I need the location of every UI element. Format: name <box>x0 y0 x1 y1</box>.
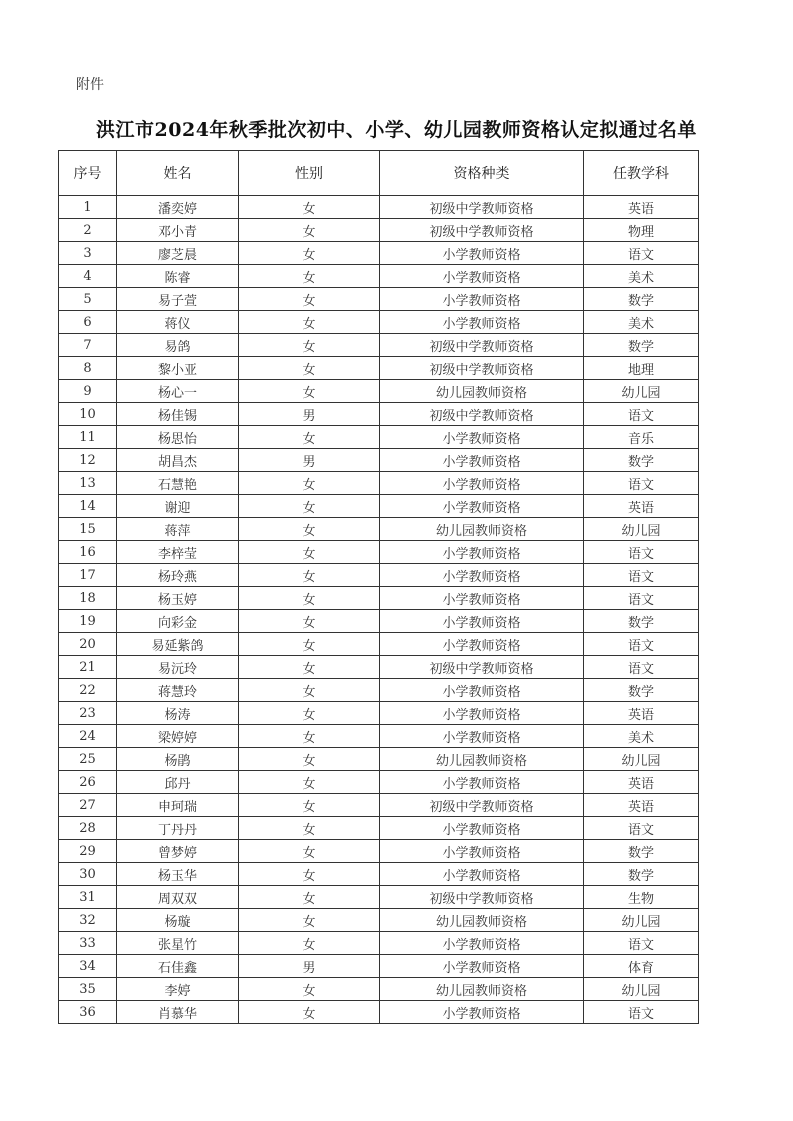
cell-serial: 1 <box>59 196 117 219</box>
table-row <box>59 932 699 955</box>
cell-subject: 数学 <box>584 679 699 702</box>
cell-qualification-type: 幼儿园教师资格 <box>380 380 584 403</box>
cell-serial: 33 <box>59 932 117 955</box>
cell-qualification-type: 小学教师资格 <box>380 1001 584 1024</box>
cell-serial: 3 <box>59 242 117 265</box>
cell-subject: 数学 <box>584 610 699 633</box>
cell-name: 蒋萍 <box>117 518 239 541</box>
cell-name: 李婷 <box>117 978 239 1001</box>
cell-gender: 女 <box>239 794 380 817</box>
cell-gender: 女 <box>239 909 380 932</box>
cell-serial: 35 <box>59 978 117 1001</box>
cell-serial: 34 <box>59 955 117 978</box>
cell-serial: 8 <box>59 357 117 380</box>
cell-subject: 数学 <box>584 288 699 311</box>
header-serial: 序号 <box>59 151 117 196</box>
cell-gender: 女 <box>239 357 380 380</box>
table-row <box>59 311 699 334</box>
cell-subject: 音乐 <box>584 426 699 449</box>
cell-name: 杨心一 <box>117 380 239 403</box>
cell-subject: 语文 <box>584 587 699 610</box>
cell-gender: 女 <box>239 725 380 748</box>
table-row <box>59 748 699 771</box>
cell-subject: 语文 <box>584 656 699 679</box>
table-row <box>59 909 699 932</box>
cell-gender: 女 <box>239 702 380 725</box>
cell-qualification-type: 小学教师资格 <box>380 587 584 610</box>
cell-subject: 语文 <box>584 1001 699 1024</box>
cell-gender: 女 <box>239 288 380 311</box>
cell-serial: 9 <box>59 380 117 403</box>
cell-qualification-type: 初级中学教师资格 <box>380 219 584 242</box>
document-title: 洪江市2024年秋季批次初中、小学、幼儿园教师资格认定拟通过名单 <box>96 119 697 141</box>
cell-qualification-type: 小学教师资格 <box>380 932 584 955</box>
cell-subject: 语文 <box>584 633 699 656</box>
cell-gender: 女 <box>239 886 380 909</box>
cell-gender: 女 <box>239 656 380 679</box>
cell-subject: 幼儿园 <box>584 748 699 771</box>
cell-name: 蒋慧玲 <box>117 679 239 702</box>
cell-name: 谢迎 <box>117 495 239 518</box>
cell-serial: 19 <box>59 610 117 633</box>
cell-serial: 5 <box>59 288 117 311</box>
table-row <box>59 840 699 863</box>
table-header-row <box>59 151 699 196</box>
cell-gender: 女 <box>239 840 380 863</box>
table-row <box>59 863 699 886</box>
cell-gender: 女 <box>239 932 380 955</box>
cell-gender: 女 <box>239 541 380 564</box>
cell-qualification-type: 小学教师资格 <box>380 265 584 288</box>
cell-gender: 女 <box>239 242 380 265</box>
cell-subject: 幼儿园 <box>584 978 699 1001</box>
cell-subject: 语文 <box>584 242 699 265</box>
table-row <box>59 265 699 288</box>
cell-gender: 女 <box>239 771 380 794</box>
cell-qualification-type: 幼儿园教师资格 <box>380 909 584 932</box>
cell-name: 周双双 <box>117 886 239 909</box>
table-row <box>59 541 699 564</box>
cell-gender: 女 <box>239 748 380 771</box>
cell-qualification-type: 幼儿园教师资格 <box>380 978 584 1001</box>
cell-name: 易延紫鸽 <box>117 633 239 656</box>
table-row <box>59 886 699 909</box>
table-row <box>59 679 699 702</box>
cell-serial: 31 <box>59 886 117 909</box>
cell-name: 石佳鑫 <box>117 955 239 978</box>
cell-subject: 英语 <box>584 196 699 219</box>
cell-name: 易沅玲 <box>117 656 239 679</box>
cell-serial: 21 <box>59 656 117 679</box>
cell-gender: 女 <box>239 817 380 840</box>
cell-gender: 女 <box>239 426 380 449</box>
header-name: 姓名 <box>117 151 239 196</box>
cell-gender: 男 <box>239 449 380 472</box>
cell-qualification-type: 小学教师资格 <box>380 817 584 840</box>
table-row <box>59 725 699 748</box>
header-subject: 任教学科 <box>584 151 699 196</box>
table-row <box>59 656 699 679</box>
cell-name: 黎小亚 <box>117 357 239 380</box>
cell-subject: 语文 <box>584 541 699 564</box>
table-row <box>59 196 699 219</box>
cell-serial: 20 <box>59 633 117 656</box>
table-row <box>59 587 699 610</box>
cell-serial: 28 <box>59 817 117 840</box>
cell-qualification-type: 小学教师资格 <box>380 771 584 794</box>
cell-serial: 27 <box>59 794 117 817</box>
table-row <box>59 219 699 242</box>
cell-serial: 10 <box>59 403 117 426</box>
table-row <box>59 288 699 311</box>
cell-qualification-type: 小学教师资格 <box>380 472 584 495</box>
cell-serial: 2 <box>59 219 117 242</box>
cell-qualification-type: 初级中学教师资格 <box>380 357 584 380</box>
cell-gender: 女 <box>239 610 380 633</box>
cell-subject: 数学 <box>584 840 699 863</box>
cell-serial: 6 <box>59 311 117 334</box>
cell-serial: 16 <box>59 541 117 564</box>
cell-gender: 女 <box>239 196 380 219</box>
cell-gender: 女 <box>239 564 380 587</box>
table-row <box>59 495 699 518</box>
cell-subject: 语文 <box>584 932 699 955</box>
attachment-label: 附件 <box>76 77 104 93</box>
cell-gender: 男 <box>239 403 380 426</box>
cell-gender: 女 <box>239 679 380 702</box>
cell-qualification-type: 小学教师资格 <box>380 610 584 633</box>
header-gender: 性别 <box>239 151 380 196</box>
cell-qualification-type: 初级中学教师资格 <box>380 656 584 679</box>
cell-subject: 英语 <box>584 771 699 794</box>
table-row <box>59 334 699 357</box>
cell-gender: 女 <box>239 334 380 357</box>
cell-qualification-type: 幼儿园教师资格 <box>380 748 584 771</box>
table-row <box>59 1001 699 1024</box>
cell-name: 石慧艳 <box>117 472 239 495</box>
cell-name: 曾梦婷 <box>117 840 239 863</box>
table-row <box>59 518 699 541</box>
cell-qualification-type: 小学教师资格 <box>380 955 584 978</box>
cell-qualification-type: 初级中学教师资格 <box>380 196 584 219</box>
cell-serial: 15 <box>59 518 117 541</box>
cell-serial: 30 <box>59 863 117 886</box>
table-row <box>59 357 699 380</box>
cell-name: 杨思怡 <box>117 426 239 449</box>
cell-gender: 女 <box>239 587 380 610</box>
cell-qualification-type: 小学教师资格 <box>380 449 584 472</box>
cell-qualification-type: 小学教师资格 <box>380 311 584 334</box>
table-row <box>59 817 699 840</box>
cell-qualification-type: 小学教师资格 <box>380 426 584 449</box>
table-row <box>59 610 699 633</box>
cell-subject: 幼儿园 <box>584 518 699 541</box>
cell-serial: 17 <box>59 564 117 587</box>
table-row <box>59 771 699 794</box>
cell-name: 申珂瑞 <box>117 794 239 817</box>
cell-qualification-type: 小学教师资格 <box>380 633 584 656</box>
table-row <box>59 633 699 656</box>
table-row <box>59 564 699 587</box>
cell-qualification-type: 小学教师资格 <box>380 702 584 725</box>
cell-serial: 22 <box>59 679 117 702</box>
header-qualification-type: 资格种类 <box>380 151 584 196</box>
table-row <box>59 794 699 817</box>
cell-name: 邱丹 <box>117 771 239 794</box>
table-row <box>59 472 699 495</box>
cell-gender: 女 <box>239 472 380 495</box>
cell-name: 张星竹 <box>117 932 239 955</box>
cell-subject: 语文 <box>584 403 699 426</box>
cell-qualification-type: 初级中学教师资格 <box>380 794 584 817</box>
cell-gender: 女 <box>239 863 380 886</box>
cell-serial: 25 <box>59 748 117 771</box>
cell-name: 邓小青 <box>117 219 239 242</box>
cell-qualification-type: 小学教师资格 <box>380 840 584 863</box>
cell-gender: 女 <box>239 219 380 242</box>
cell-serial: 4 <box>59 265 117 288</box>
cell-name: 肖慕华 <box>117 1001 239 1024</box>
cell-serial: 36 <box>59 1001 117 1024</box>
cell-serial: 12 <box>59 449 117 472</box>
cell-name: 易鸽 <box>117 334 239 357</box>
table-row <box>59 242 699 265</box>
cell-subject: 生物 <box>584 886 699 909</box>
cell-serial: 11 <box>59 426 117 449</box>
approved-list-table <box>58 150 699 1024</box>
cell-name: 杨玲燕 <box>117 564 239 587</box>
cell-serial: 32 <box>59 909 117 932</box>
cell-subject: 英语 <box>584 794 699 817</box>
cell-name: 杨玉华 <box>117 863 239 886</box>
cell-subject: 物理 <box>584 219 699 242</box>
cell-qualification-type: 小学教师资格 <box>380 564 584 587</box>
cell-gender: 女 <box>239 380 380 403</box>
cell-gender: 男 <box>239 955 380 978</box>
cell-name: 潘奕婷 <box>117 196 239 219</box>
cell-gender: 女 <box>239 265 380 288</box>
cell-gender: 女 <box>239 1001 380 1024</box>
table-row <box>59 449 699 472</box>
cell-serial: 13 <box>59 472 117 495</box>
cell-qualification-type: 小学教师资格 <box>380 863 584 886</box>
cell-gender: 女 <box>239 978 380 1001</box>
cell-name: 杨鹃 <box>117 748 239 771</box>
cell-name: 蒋仪 <box>117 311 239 334</box>
cell-qualification-type: 小学教师资格 <box>380 288 584 311</box>
cell-subject: 数学 <box>584 863 699 886</box>
cell-qualification-type: 小学教师资格 <box>380 242 584 265</box>
cell-qualification-type: 小学教师资格 <box>380 679 584 702</box>
cell-name: 杨璇 <box>117 909 239 932</box>
cell-subject: 美术 <box>584 311 699 334</box>
cell-qualification-type: 初级中学教师资格 <box>380 886 584 909</box>
cell-subject: 美术 <box>584 265 699 288</box>
cell-qualification-type: 初级中学教师资格 <box>380 403 584 426</box>
cell-subject: 英语 <box>584 702 699 725</box>
table-row <box>59 403 699 426</box>
cell-qualification-type: 初级中学教师资格 <box>380 334 584 357</box>
cell-subject: 数学 <box>584 334 699 357</box>
cell-name: 杨佳锡 <box>117 403 239 426</box>
cell-name: 陈睿 <box>117 265 239 288</box>
table-row <box>59 955 699 978</box>
cell-name: 易子萱 <box>117 288 239 311</box>
table-row <box>59 426 699 449</box>
cell-name: 廖芝晨 <box>117 242 239 265</box>
table-row <box>59 978 699 1001</box>
cell-gender: 女 <box>239 518 380 541</box>
cell-subject: 幼儿园 <box>584 380 699 403</box>
cell-subject: 体育 <box>584 955 699 978</box>
cell-name: 梁婷婷 <box>117 725 239 748</box>
cell-qualification-type: 小学教师资格 <box>380 495 584 518</box>
cell-qualification-type: 幼儿园教师资格 <box>380 518 584 541</box>
cell-name: 杨涛 <box>117 702 239 725</box>
cell-name: 杨玉婷 <box>117 587 239 610</box>
cell-subject: 幼儿园 <box>584 909 699 932</box>
cell-serial: 24 <box>59 725 117 748</box>
cell-serial: 18 <box>59 587 117 610</box>
cell-serial: 7 <box>59 334 117 357</box>
cell-subject: 地理 <box>584 357 699 380</box>
cell-subject: 语文 <box>584 472 699 495</box>
cell-subject: 语文 <box>584 817 699 840</box>
cell-name: 胡昌杰 <box>117 449 239 472</box>
cell-serial: 29 <box>59 840 117 863</box>
cell-gender: 女 <box>239 311 380 334</box>
cell-qualification-type: 小学教师资格 <box>380 541 584 564</box>
cell-subject: 数学 <box>584 449 699 472</box>
cell-subject: 美术 <box>584 725 699 748</box>
cell-qualification-type: 小学教师资格 <box>380 725 584 748</box>
cell-gender: 女 <box>239 633 380 656</box>
table-row <box>59 702 699 725</box>
cell-serial: 23 <box>59 702 117 725</box>
cell-name: 李梓莹 <box>117 541 239 564</box>
table-row <box>59 380 699 403</box>
cell-serial: 26 <box>59 771 117 794</box>
cell-subject: 英语 <box>584 495 699 518</box>
cell-serial: 14 <box>59 495 117 518</box>
cell-subject: 语文 <box>584 564 699 587</box>
cell-name: 向彩金 <box>117 610 239 633</box>
cell-name: 丁丹丹 <box>117 817 239 840</box>
cell-gender: 女 <box>239 495 380 518</box>
